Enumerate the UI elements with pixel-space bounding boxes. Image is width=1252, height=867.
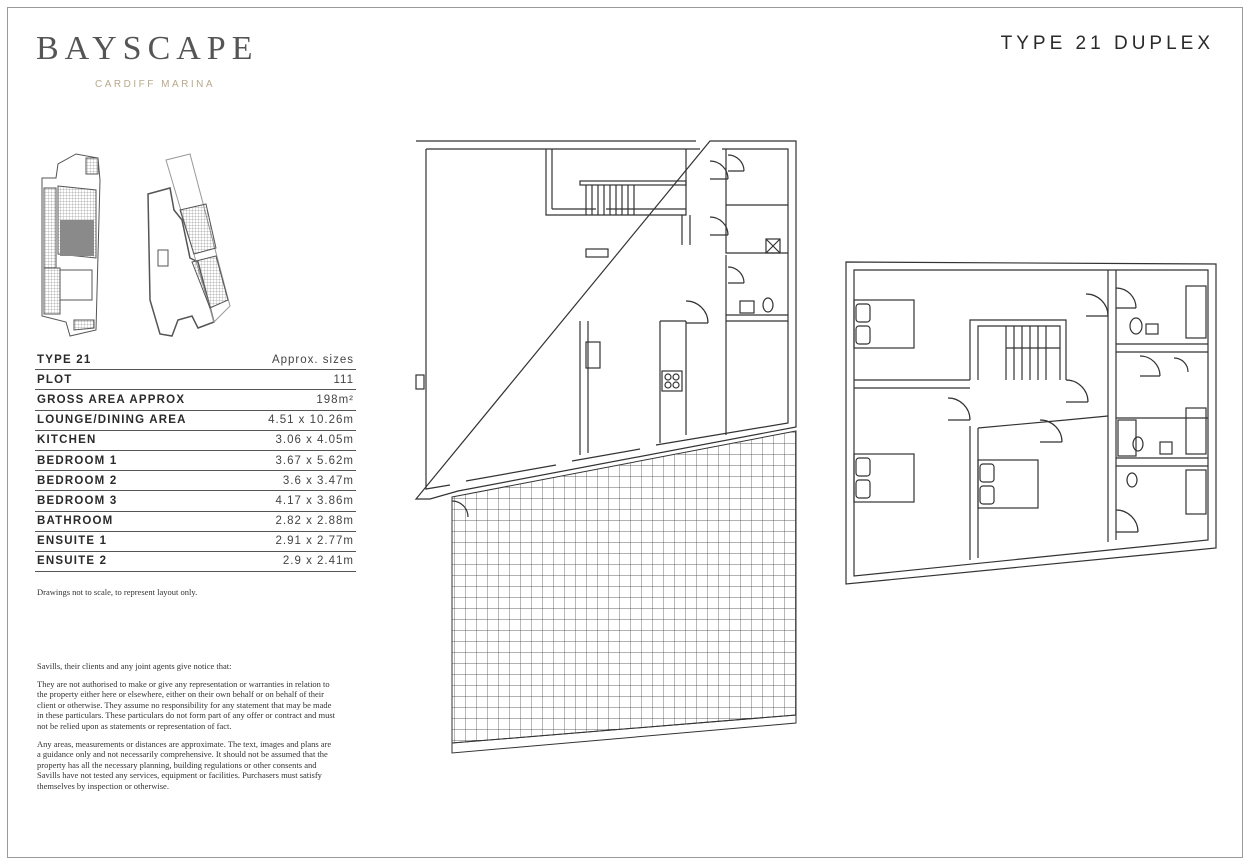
spec-row [35,491,356,511]
key-plan-thumbnails [30,150,240,340]
spec-value: 3.6 x 3.47m [237,471,356,491]
spec-type-value: Approx. sizes [237,350,356,370]
spec-row [35,531,356,551]
spec-value: 3.67 x 5.62m [237,450,356,470]
legal-disclaimer [37,661,337,799]
spec-row [35,471,356,491]
disclaimer-paragraph: They are not authorised to make or give any representation or warranties in relation to the property either here or elsewhere, either on their own behalf or on behalf of their client or otherwise. They assume no responsibility for any statement that may be made in these particulars. These particulars do not form part of any offer or contract and must not be relied upon as statements or representation of fact. [37,678,336,731]
spec-value: 2.82 x 2.88m [237,511,356,531]
spec-row [35,511,356,531]
spec-value: 111 [237,370,356,390]
key-plan-upper [148,154,230,336]
spec-label: GROSS AREA APPROX [35,390,237,410]
ground-floor-plan [410,135,802,760]
bed-icon [978,460,1038,508]
specification-table [35,350,356,572]
spec-value: 2.9 x 2.41m [237,551,356,571]
scale-note: Drawings not to scale, to represent layout only. [37,587,198,597]
spec-label: ENSUITE 2 [35,551,237,571]
spec-label: BEDROOM 2 [35,471,237,491]
spec-row [35,551,356,571]
key-plan-ground [42,154,100,336]
spec-label: LOUNGE/DINING AREA [35,410,237,430]
spec-row [35,430,356,450]
spec-row [35,390,356,410]
spec-label: ENSUITE 1 [35,531,237,551]
spec-label: BEDROOM 3 [35,491,237,511]
spec-label: KITCHEN [35,430,237,450]
spec-value: 2.91 x 2.77m [237,531,356,551]
bed-icon [854,454,914,502]
spec-row [35,450,356,470]
disclaimer-intro: Savills, their clients and any joint agents give notice that: [37,661,232,671]
spec-value: 198m² [237,390,356,410]
upper-floor-plan [840,258,1220,588]
document-title: TYPE 21 DUPLEX [1000,33,1214,54]
spec-row [35,410,356,430]
spec-type-label: TYPE 21 [35,350,237,370]
spec-value: 4.51 x 10.26m [237,410,356,430]
upper-walls [846,262,1216,584]
terrace [452,431,796,753]
brand-location: CARDIFF MARINA [95,79,215,90]
spec-label: BATHROOM [35,511,237,531]
spec-value: 4.17 x 3.86m [237,491,356,511]
spec-row [35,370,356,390]
bed-icon [854,300,914,348]
spec-value: 3.06 x 4.05m [237,430,356,450]
disclaimer-paragraph: Any areas, measurements or distances are approximate. The text, images and plans are a guidance only and not necessarily comprehensive. It should not be assumed that the property has all the necessary planning, building regulations or other consents and Savills have not tested any services, equipment or facilities. Purchasers must satisfy themselves by inspection or otherwise. [37,738,332,791]
brand-logo: BAYSCAPE [36,30,259,67]
spec-label: PLOT [35,370,237,390]
spec-header-row [35,350,356,370]
spec-label: BEDROOM 1 [35,450,237,470]
